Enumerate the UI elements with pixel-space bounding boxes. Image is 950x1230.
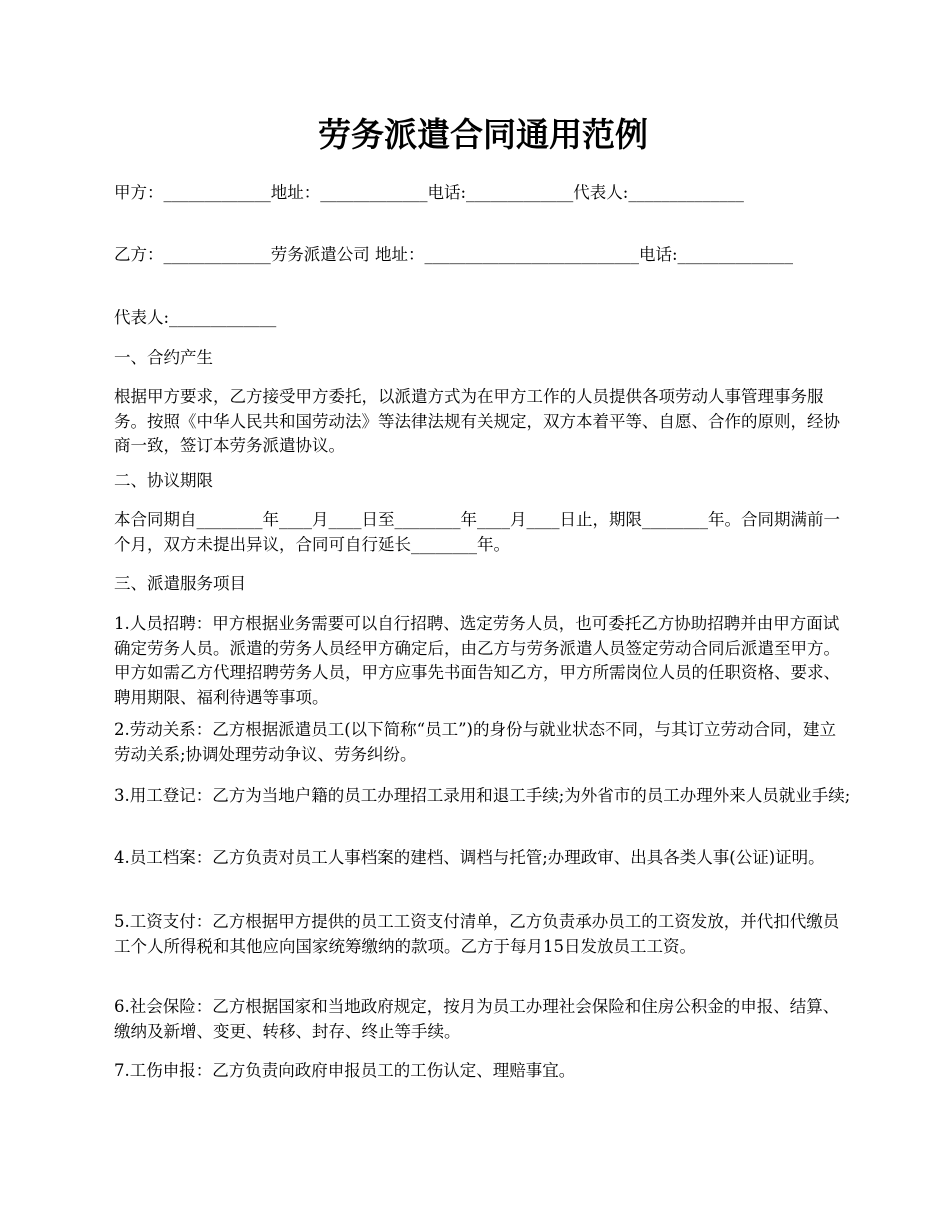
clause-paragraph: 5.工资支付：乙方根据甲方提供的员工工资支付清单，乙方负责承办员工的工资发放，并代扣代缴员工个人所得税和其他应向国家统筹缴纳的款项。乙方于每月15日发放员工工资。 bbox=[114, 912, 840, 956]
section-heading: 一、合约产生 bbox=[114, 348, 213, 367]
clause-paragraph: 1.人员招聘：甲方根据业务需要可以自行招聘、选定劳务人员，也可委托乙方协助招聘并由甲方面试确定劳务人员。派遣的劳务人员经甲方确定后，由乙方与劳务派遣人员签定劳动合同后派遣至甲方。甲方如需乙方代理招聘劳务人员，甲方应事先书面告知乙方，甲方所需岗位人员的任职资格、要求、聘用期限、福利待遇等事项。 bbox=[114, 614, 840, 707]
section-heading: 三、派遣服务项目 bbox=[114, 574, 246, 593]
section-heading: 二、协议期限 bbox=[114, 471, 213, 490]
clause-paragraph: 7.工伤申报：乙方负责向政府申报员工的工伤认定、理赔事宜。 bbox=[114, 1061, 576, 1080]
page-title: 劳务派遣合同通用范例 bbox=[318, 115, 648, 154]
clause-paragraph: 6.社会保险：乙方根据国家和当地政府规定，按月为员工办理社会保险和住房公积金的申报、结算、缴纳及新增、变更、转移、封存、终止等手续。 bbox=[114, 997, 840, 1041]
clause-paragraph: 4.员工档案：乙方负责对员工人事档案的建档、调档与托管;办理政审、出具各类人事(公证)证明。 bbox=[114, 848, 825, 867]
party-b-line: 乙方：_____________劳务派遣公司 地址：__________________________电话:______________ bbox=[114, 245, 794, 264]
party-b-representative: 代表人:_____________ bbox=[114, 308, 277, 327]
clause-paragraph: 根据甲方要求，乙方接受甲方委托，以派遣方式为在甲方工作的人员提供各项劳动人事管理事务服务。按照《中华人民共和国劳动法》等法律法规有关规定，双方本着平等、自愿、合作的原则，经协商一致，签订本劳务派遣协议。 bbox=[114, 387, 840, 455]
clause-paragraph: 本合同期自________年____月____日至________年____月____日止，期限________年。合同期满前一个月，双方未提出异议，合同可自行延长________年。 bbox=[114, 510, 840, 554]
clause-paragraph: 3.用工登记：乙方为当地户籍的员工办理招工录用和退工手续;为外省市的员工办理外来人员就业手续; bbox=[114, 786, 851, 805]
clause-paragraph: 2.劳动关系：乙方根据派遣员工(以下简称“员工”)的身份与就业状态不同，与其订立劳动合同，建立劳动关系;协调处理劳动争议、劳务纠纷。 bbox=[114, 720, 836, 764]
party-a-line: 甲方：_____________地址：_____________电话:_____________代表人:______________ bbox=[114, 183, 744, 202]
